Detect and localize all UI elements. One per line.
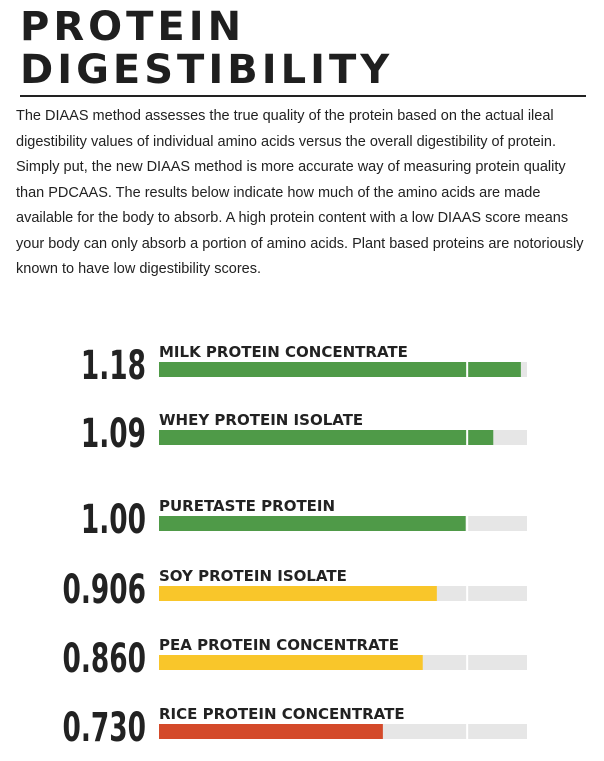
page-title xyxy=(20,6,393,92)
category-label: PURETASTE PROTEIN xyxy=(159,497,336,515)
value-label: 1.09 xyxy=(80,410,146,457)
reference-marker xyxy=(466,430,468,445)
bar xyxy=(159,586,437,601)
reference-marker xyxy=(466,586,468,601)
value-label: 0.860 xyxy=(62,635,146,682)
value-label: 1.00 xyxy=(80,496,146,543)
title-line-1: PROTEIN xyxy=(20,4,246,50)
intro-paragraph: The DIAAS method assesses the true quality of the protein based on the actual ileal digestibility values of individual amino acids versus the overall digestibility of protein. Simply put, the new DIAAS method is more accurate way of measuring protein quality than PDCAAS. The results below indicate how much of the amino acids are made available for the body to absorb. A high protein content with a low DIAAS score means your body can only absorb a portion of amino acids. Plant based proteins are notoriously known to have low digestibility scores. xyxy=(16,108,584,277)
category-label: PEA PROTEIN CONCENTRATE xyxy=(159,636,400,654)
bar-row xyxy=(63,566,527,612)
value-label: 0.906 xyxy=(62,566,146,613)
title-divider xyxy=(20,95,586,97)
bar-row xyxy=(63,635,527,681)
bar xyxy=(159,516,466,531)
bar xyxy=(159,655,423,670)
category-label: MILK PROTEIN CONCENTRATE xyxy=(159,343,408,361)
category-label: RICE PROTEIN CONCENTRATE xyxy=(159,705,405,723)
value-label: 0.730 xyxy=(62,704,146,751)
bar xyxy=(159,724,383,739)
value-label: 1.18 xyxy=(80,342,146,389)
reference-marker xyxy=(466,724,468,739)
diaas-bar-chart xyxy=(0,325,604,761)
bar-row xyxy=(81,496,527,542)
reference-marker xyxy=(466,655,468,670)
reference-marker xyxy=(466,362,468,377)
reference-marker xyxy=(466,516,468,531)
category-label: SOY PROTEIN ISOLATE xyxy=(159,567,347,585)
bar xyxy=(159,430,493,445)
bar-row xyxy=(81,410,527,456)
category-label: WHEY PROTEIN ISOLATE xyxy=(159,411,364,429)
bar-row xyxy=(63,704,527,750)
title-line-2: DIGESTIBILITY xyxy=(20,47,394,93)
bar-row xyxy=(81,342,527,388)
